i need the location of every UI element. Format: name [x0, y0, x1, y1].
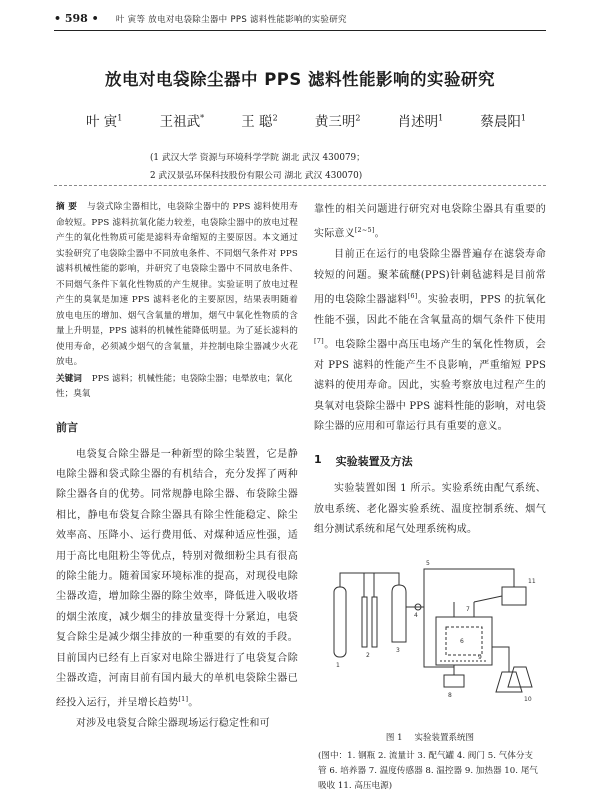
author: 黄三明$^2$ [314, 113, 361, 130]
affiliation-line: 2 武汉景弘环保科技股份有限公司 湖北 武汉 430070) [150, 171, 363, 181]
svg-text:4: 4 [414, 611, 418, 619]
citation: [6] [407, 291, 418, 300]
abstract [56, 200, 298, 371]
abstract-label: 摘 要 [56, 202, 78, 212]
keywords-text: PPS 滤料；机械性能；电袋除尘器；电晕放电；氧化性；臭氧 [56, 373, 293, 399]
paragraph: 对涉及电袋复合除尘器现场运行稳定性和可 [76, 718, 270, 730]
author: 王祖武* [159, 113, 205, 130]
foreword-text [56, 445, 298, 735]
gas-cylinder [334, 587, 346, 657]
author: 叶 寅$^1$ [86, 113, 123, 130]
temperature-controller [444, 675, 464, 687]
page-number: • 598 • [54, 12, 99, 25]
figure-1-diagram [314, 547, 546, 727]
abstract-text: 与袋式除尘器相比，电袋除尘器中的 PPS 滤料使用寿命较短。PPS 滤料抗氧化能力较差，电袋除尘器中的放电过程产生的氧化性物质可能是滤料寿命缩短的主要原因。本文通过实验研究了电袋除尘器中不同放电条件、不同烟气条件对 PPS 滤料机械性能的影响，并研究了电袋除尘器中不同放电条件、不同烟气条件下氧化性物质的产生规律。实验证明了放电过程产生的臭氧是加速 PPS 滤料老化的主要原因，结果表明随着放电电压的增加、烟气含氧量的增加，烟气中氧化性物质的含量上升明显，PPS 滤料的机械性能降低明显。为了延长滤料的使用寿命，必须减少烟气的含氧量，并控制电除尘器减少火花放电。 [56, 202, 299, 367]
keywords-label: 关键词 [56, 373, 82, 384]
svg-text:6: 6 [460, 637, 464, 645]
paragraph: 目前正在运行的电袋除尘器普遍存在滤袋寿命较短的问题。聚苯硫醚(PPS)针刺毡滤料是目前常用的电袋除尘器滤料[6]。实验表明，PPS 的抗氧化性能不强，因此不能在含氧量高的烟气条件下使用[7]。电袋除尘器中高压电场产生的氧化性物质，会对 PPS 滤料的性能产生不良影响，严重缩短 PPS 滤料的使用寿命。因此，实验考察放电过程产生的臭氧对电袋除尘器中 PPS 滤料性能的影响，对电袋除尘器的应用和可靠运行具有重要的意义。 [314, 249, 546, 433]
citation: [7] [314, 337, 324, 346]
paragraph: 靠性的相关问题进行研究对电袋除尘器具有重要的实际意义[2~5]。 [314, 204, 546, 240]
hv-power-source [502, 587, 526, 605]
figure-title: 实验装置系统图 [414, 732, 475, 743]
paragraph: 实验装置如图 1 所示。实验系统由配气系统、放电系统、老化器实验系统、温度控制系统、烟气组分测试系统和尾气处理系统构成。 [314, 483, 546, 536]
header-rule [54, 30, 546, 31]
section-heading: 实验装置及方法 [335, 455, 413, 469]
author: 肖述明$^1$ [397, 113, 444, 130]
svg-text:11: 11 [528, 577, 536, 585]
figure-number: 图 1 [385, 732, 403, 743]
paragraph: 电袋复合除尘器是一种新型的除尘装置，它是静电除尘器和袋式除尘器的有机结合，充分发挥了两种除尘器各自的优势。同常规静电除尘器、布袋除尘器相比，静电布袋复合除尘器具有除尘性能稳定、除尘效率高、压降小、运行费用低、对煤种适应性强，适用于高比电阻粉尘等优点，特别对微细粉尘具有很高的除尘能力。随着国家环境标准的提高，对现役电除尘器改造，增加除尘器的除尘效率，降低进入吸收塔的烟尘浓度，减少烟尘的排放量变得十分紧迫，电袋复合除尘是减少烟尘排放的一种重要的有效的手段。目前国内已经有上百家对电除尘器进行了电袋复合除尘器改造，河南目前有国内最大的单机电袋除尘器已经投入运行，并呈增长趋势[1]。 [56, 448, 298, 709]
apparatus-diagram [314, 547, 546, 727]
divider [54, 185, 546, 186]
aging-vessel [436, 617, 492, 665]
svg-text:8: 8 [448, 691, 452, 699]
svg-text:9: 9 [478, 653, 482, 661]
flowmeter [362, 597, 367, 647]
right-column [314, 200, 546, 794]
citation: [1] [178, 695, 189, 704]
figure-caption-title [314, 731, 546, 743]
svg-text:5: 5 [426, 559, 430, 567]
section-1-text [314, 479, 546, 540]
author: 王 聪$^2$ [241, 113, 278, 130]
mixing-tank [392, 585, 406, 642]
left-column [56, 200, 298, 735]
author-list [86, 110, 526, 130]
flowmeter [372, 597, 377, 647]
section-title-foreword: 前言 [56, 420, 78, 434]
intro-continued [314, 200, 546, 437]
svg-text:7: 7 [466, 605, 470, 613]
citation: [2~5] [354, 226, 375, 235]
affiliation-line: (1 武汉大学 资源与环境科学学院 湖北 武汉 430079； [150, 153, 365, 163]
svg-text:1: 1 [336, 661, 340, 669]
running-header [54, 12, 544, 25]
keywords [56, 372, 298, 403]
running-title: 叶 寅等 放电对电袋除尘器中 PPS 滤料性能影响的实验研究 [115, 15, 347, 25]
section-title-1 [314, 453, 546, 469]
svg-text:3: 3 [396, 646, 400, 654]
svg-text:2: 2 [366, 651, 370, 659]
paper-title: 放电对电袋除尘器中 PPS 滤料性能影响的实验研究 [104, 70, 496, 89]
section-number: 1 [314, 453, 322, 467]
svg-text:10: 10 [524, 695, 532, 703]
figure-caption: (图中：1. 钢瓶 2. 流量计 3. 配气罐 4. 阀门 5. 气体分支管 6. 培养器 7. 温度传感器 8. 温控器 9. 加热器 10. 尾气吸收 11. 高压电源) [318, 750, 538, 791]
author: 蔡晨阳$^1$ [480, 113, 526, 130]
